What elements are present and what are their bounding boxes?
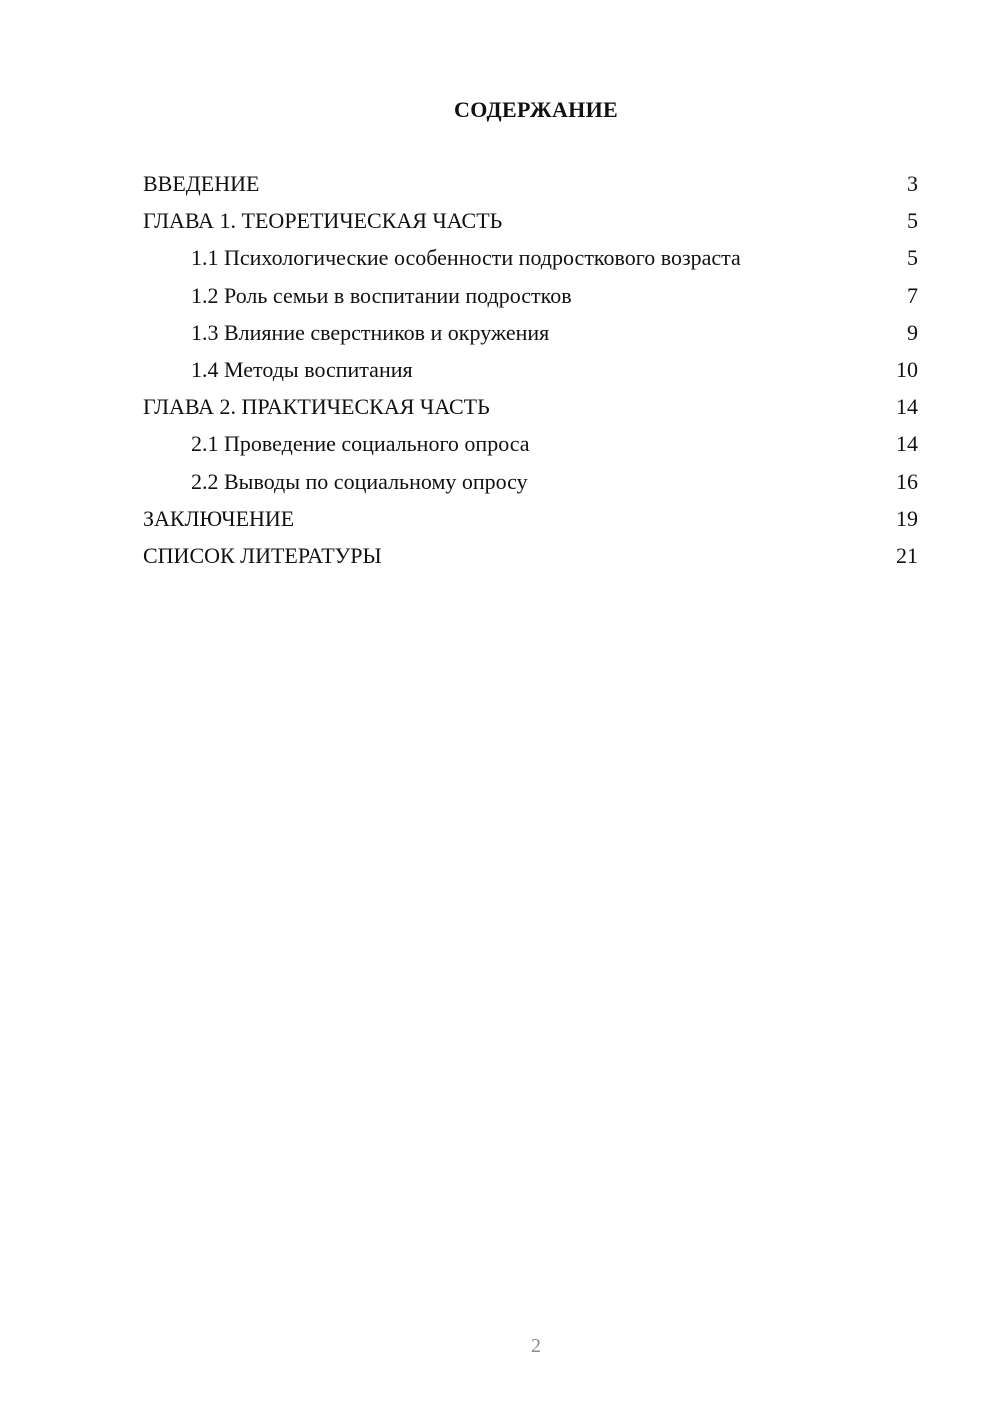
toc-title: СОДЕРЖАНИЕ xyxy=(454,97,618,122)
toc-entry-references[interactable] xyxy=(143,539,918,576)
toc-entry-label: 1.4 Методы воспитания xyxy=(191,356,413,382)
toc-entry-label: ВВЕДЕНИЕ xyxy=(143,171,260,196)
toc-entry-page-number: 21 xyxy=(896,542,918,568)
toc-entry-section-1-3[interactable] xyxy=(143,316,918,353)
toc-entry-page-number: 14 xyxy=(896,431,918,457)
toc-entry-chapter-2[interactable] xyxy=(143,390,918,427)
toc-entry-conclusion[interactable] xyxy=(143,502,918,539)
toc-entry-label: 1.3 Влияние сверстников и окружения xyxy=(191,319,550,345)
toc-entry-page-number: 9 xyxy=(907,319,918,345)
toc-entry-section-2-1[interactable] xyxy=(143,427,918,464)
toc-entry-page-number: 5 xyxy=(907,208,918,234)
toc-entry-section-1-4[interactable] xyxy=(143,353,918,390)
toc-entry-introduction[interactable] xyxy=(143,167,918,204)
toc-entry-page-number: 14 xyxy=(896,394,918,420)
toc-entry-section-1-2[interactable] xyxy=(143,279,918,316)
toc-entry-label: 2.2 Выводы по социальному опросу xyxy=(191,468,528,494)
toc-entry-label: 1.2 Роль семьи в воспитании подростков xyxy=(191,282,572,308)
toc-entry-label: СПИСОК ЛИТЕРАТУРЫ xyxy=(143,542,382,568)
toc-entry-label: ЗАКЛЮЧЕНИЕ xyxy=(143,505,295,531)
toc-entry-section-1-1[interactable] xyxy=(143,241,918,278)
page-number: 2 xyxy=(531,1335,541,1357)
toc-entry-label: ГЛАВА 2. ПРАКТИЧЕСКАЯ ЧАСТЬ xyxy=(143,394,490,420)
toc-entry-page-number: 10 xyxy=(896,356,918,382)
toc-entry-page-number: 19 xyxy=(896,505,918,531)
toc-entry-label: ГЛАВА 1. ТЕОРЕТИЧЕСКАЯ ЧАСТЬ xyxy=(143,208,503,234)
toc-entry-label: 2.1 Проведение социального опроса xyxy=(191,431,530,457)
toc-entry-section-2-2[interactable] xyxy=(143,465,918,502)
table-of-contents xyxy=(143,167,918,576)
toc-entry-chapter-1[interactable] xyxy=(143,204,918,241)
toc-entry-page-number: 16 xyxy=(896,468,918,494)
toc-entry-page-number: 3 xyxy=(907,171,918,196)
toc-entry-label: 1.1 Психологические особенности подросткового возраста xyxy=(191,245,741,271)
toc-entry-page-number: 5 xyxy=(907,245,918,271)
toc-entry-page-number: 7 xyxy=(907,282,918,308)
